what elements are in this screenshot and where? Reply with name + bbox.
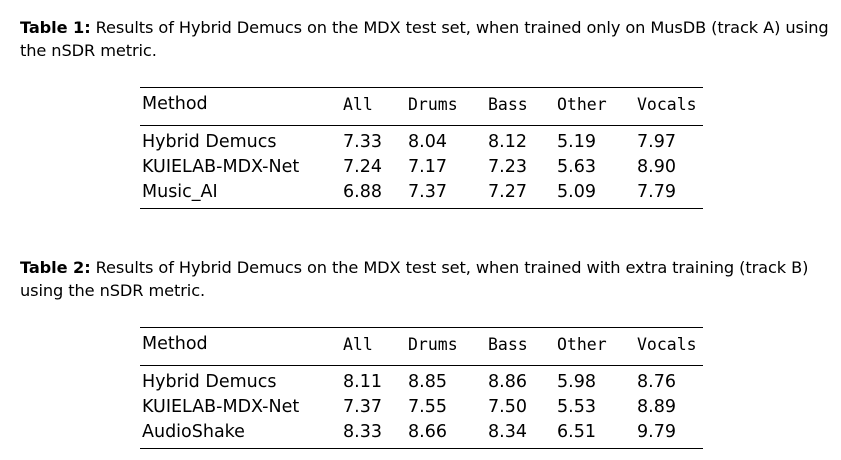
cell-method: Hybrid Demucs [142,132,277,152]
cell-all: 7.33 [343,132,382,152]
cell-other: 5.09 [557,182,596,202]
table-header-row [140,88,703,126]
cell-all: 8.11 [343,372,382,392]
cell-vocals: 8.89 [637,397,676,417]
caption-label: Table 1: [20,18,91,37]
header-drums: Drums [408,95,458,114]
cell-bass: 7.27 [488,182,527,202]
cell-drums: 8.04 [408,132,447,152]
table-row [140,420,703,449]
header-all: All [343,335,373,354]
cell-drums: 7.17 [408,157,447,177]
cell-vocals: 7.79 [637,182,676,202]
cell-all: 7.37 [343,397,382,417]
header-vocals: Vocals [637,95,697,114]
cell-bass: 7.23 [488,157,527,177]
table-row [140,155,703,180]
header-bass: Bass [488,335,528,354]
cell-drums: 7.37 [408,182,447,202]
cell-vocals: 8.90 [637,157,676,177]
cell-vocals: 9.79 [637,422,676,442]
table-header-row [140,328,703,366]
cell-other: 5.19 [557,132,596,152]
cell-drums: 8.85 [408,372,447,392]
cell-all: 7.24 [343,157,382,177]
cell-method: AudioShake [142,422,245,442]
cell-all: 6.88 [343,182,382,202]
table-1-caption [20,16,835,62]
cell-other: 5.98 [557,372,596,392]
cell-drums: 8.66 [408,422,447,442]
header-drums: Drums [408,335,458,354]
table-row [140,126,703,156]
cell-vocals: 8.76 [637,372,676,392]
cell-bass: 7.50 [488,397,527,417]
cell-bass: 8.12 [488,132,527,152]
table-row [140,180,703,209]
cell-bass: 8.34 [488,422,527,442]
header-method: Method [142,334,208,354]
cell-other: 5.63 [557,157,596,177]
table-2-caption [20,256,835,302]
cell-method: KUIELAB-MDX-Net [142,157,300,177]
cell-all: 8.33 [343,422,382,442]
results-table-2 [140,327,703,449]
caption-text: Results of Hybrid Demucs on the MDX test set, when trained with extra training (track B) using the nSDR metric. [20,258,809,300]
header-other: Other [557,95,607,114]
cell-other: 5.53 [557,397,596,417]
table-row [140,395,703,420]
header-other: Other [557,335,607,354]
header-method: Method [142,94,208,114]
table-row [140,366,703,396]
cell-vocals: 7.97 [637,132,676,152]
header-bass: Bass [488,95,528,114]
results-table-1 [140,87,703,209]
cell-other: 6.51 [557,422,596,442]
cell-method: Hybrid Demucs [142,372,277,392]
caption-text: Results of Hybrid Demucs on the MDX test set, when trained only on MusDB (track A) using the nSDR metric. [20,18,829,60]
cell-bass: 8.86 [488,372,527,392]
cell-method: KUIELAB-MDX-Net [142,397,300,417]
caption-label: Table 2: [20,258,91,277]
header-all: All [343,95,373,114]
cell-drums: 7.55 [408,397,447,417]
header-vocals: Vocals [637,335,697,354]
cell-method: Music_AI [142,182,218,202]
